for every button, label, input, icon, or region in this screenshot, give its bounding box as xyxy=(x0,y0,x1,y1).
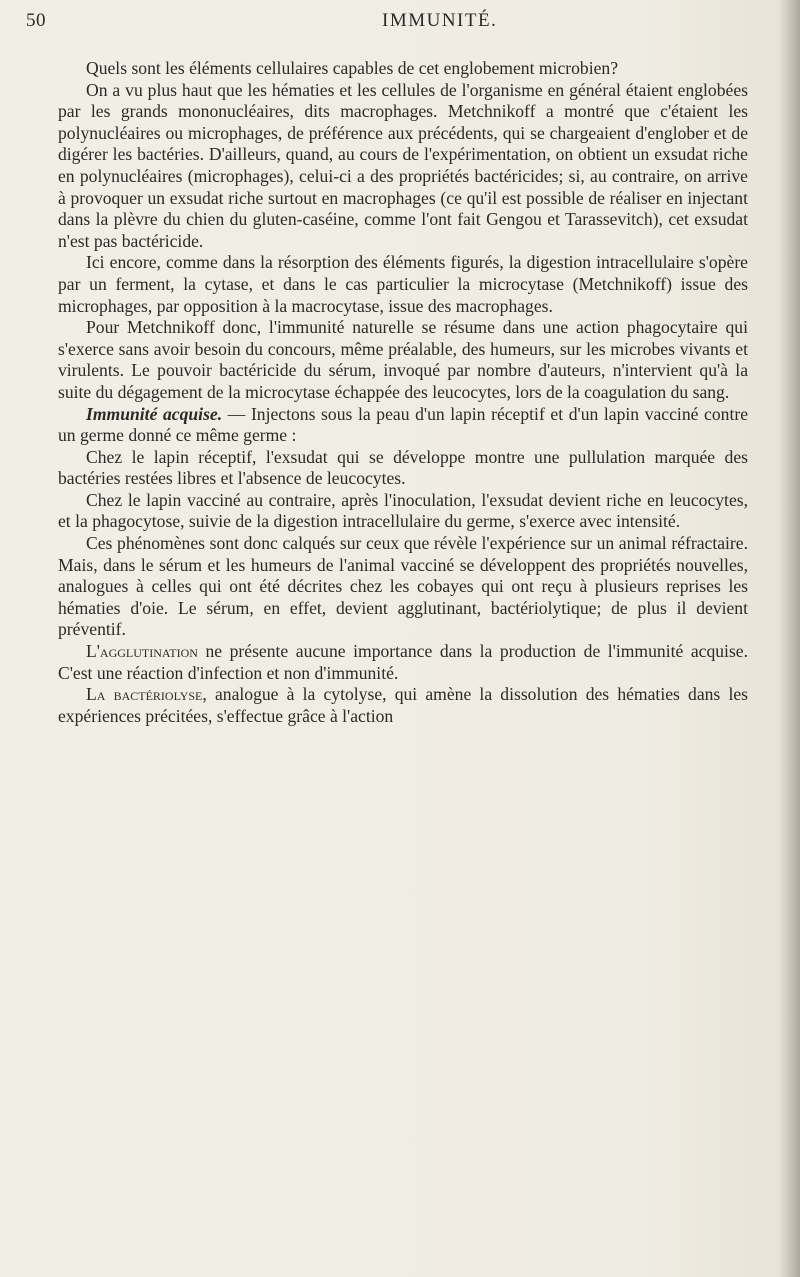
paragraph-text: — Injectons sous la peau d'un lapin réceptif et d'un lapin vacciné contre un germe donné ce même germe : xyxy=(58,403,748,446)
paragraph-phenomenes: Ces phénomènes sont donc calqués sur ceux que révèle l'expérience sur un animal réfractaire. Mais, dans le sérum et les humeurs de l'animal vacciné se développent des propriétés nouvelles, analogues à celles qui ont été décrites chez les cobayes qui ont reçu à plusieurs reprises les hématies d'oie. Le sérum, en effet, devient agglutinant, bactériolytique; de plus il devient préventif. xyxy=(58,533,748,640)
paragraph-text: analogue à la cytolyse, qui amène la dissolution des hématies dans les expériences précitées, s'effectue grâce à l'action xyxy=(58,684,749,726)
paragraph-cytase: Ici encore, comme dans la résorption des éléments figurés, la digestion intracellulaire s'opère par un ferment, la cytase, et dans le cas particulier la microcytase (Metchnikoff) issue des microphages, par opposition à la macrocytase, issue des macrophages. xyxy=(58,252,748,316)
term-bacteriolyse: La bactériolyse, xyxy=(86,684,207,705)
paragraph-macrophages: On a vu plus haut que les hématies et les cellules de l'organisme en général étaient englobées par les grands mononucléaires, dits macrophages. Metchnikoff a montré que c'étaient les polynucléaires ou microphages, de préférence aux précédents, qui se chargeaient d'englober et de digérer les bactéries. D'ailleurs, quand, au cours de l'expérimentation, on obtient un exsudat riche en polynucléaires (microphages), celui-ci a des propriétés bactéricides; si, au contraire, on arrive à provoquer un exsudat riche surtout en macrophages (ce qu'il est possible de réaliser en injectant dans la plèvre du chien du gluten-caséine, comme l'ont fait Gengou et Tarassevitch), cet exsudat n'est pas bactéricide. xyxy=(58,79,748,251)
running-header xyxy=(0,10,800,34)
term-agglutination: L'agglutination xyxy=(86,641,198,662)
page-edge-shadow xyxy=(778,0,800,1277)
paragraph-lapin-receptif: Chez le lapin réceptif, l'exsudat qui se développe montre une pullulation marquée des bactéries restées libres et l'absence de leucocytes. xyxy=(58,446,748,489)
running-title: IMMUNITÉ. xyxy=(382,10,498,31)
paragraph-agglutination xyxy=(58,641,748,684)
paragraph-metchnikoff: Pour Metchnikoff donc, l'immunité naturelle se résume dans une action phagocytaire qui s'exerce sans avoir besoin du concours, même préalable, des humeurs, sur les microbes vivants et virulents. Le pouvoir bactéricide du sérum, invoqué par nombre d'auteurs, n'intervient qu'à la suite du dégagement de la microcytase échappée des leucocytes, lors de la coagulation du sang. xyxy=(58,317,748,402)
paragraph-bacteriolyse xyxy=(58,684,748,727)
section-heading-immunite-acquise: Immunité acquise. xyxy=(86,403,223,424)
body-text xyxy=(58,58,748,727)
paragraph-immunite-acquise xyxy=(58,404,748,447)
paragraph-question: Quels sont les éléments cellulaires capables de cet englobement microbien? xyxy=(86,58,619,78)
paragraph-text: ne présente aucune importance dans la production de l'immunité acquise. C'est une réaction d'infection et non d'immunité. xyxy=(58,641,748,683)
page-number: 50 xyxy=(26,10,46,31)
paragraph-lapin-vaccine: Chez le lapin vacciné au contraire, après l'inoculation, l'exsudat devient riche en leucocytes, et la phagocytose, suivie de la digestion intracellulaire du germe, s'exerce avec intensité. xyxy=(58,489,748,532)
